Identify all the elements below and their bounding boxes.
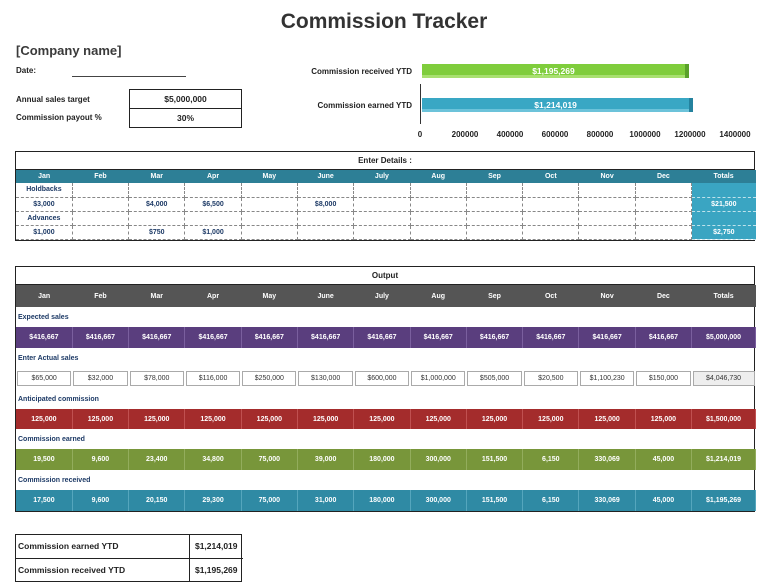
commission-received-section	[16, 470, 756, 490]
enter-details-table	[15, 151, 755, 241]
actual-sales-mar[interactable]: $78,000	[129, 368, 185, 389]
summary-received-value: $1,195,269	[189, 558, 243, 581]
commission-payout-field[interactable]: 30%	[129, 108, 242, 128]
date-label: Date:	[16, 66, 37, 75]
anticipated-commission-apr: 125,000	[185, 409, 241, 429]
total-cell	[692, 211, 756, 225]
month-header-aug: Aug	[410, 170, 466, 183]
expected-sales-apr: $416,667	[185, 327, 241, 348]
commission-received-label: Commission received	[18, 476, 91, 484]
month-header-jan: Jan	[16, 285, 72, 307]
output-header-row	[16, 285, 756, 307]
x-tick-label: 800000	[586, 130, 614, 139]
company-name[interactable]: [Company name]	[16, 43, 122, 58]
anticipated-commission-sep: 125,000	[466, 409, 522, 429]
advances-row-jan[interactable]: $1,000	[16, 225, 72, 239]
expected-sales-mar: $416,667	[129, 327, 185, 348]
commission-earned-section	[16, 429, 756, 449]
anticipated-commission-july: 125,000	[354, 409, 410, 429]
month-header-dec: Dec	[635, 170, 691, 183]
empty-cell[interactable]	[72, 183, 128, 197]
anticipated-commission-may: 125,000	[241, 409, 297, 429]
holdbacks-row-apr[interactable]: $6,500	[185, 197, 241, 211]
expected-sales-june: $416,667	[297, 327, 353, 348]
actual-sales-jan[interactable]: $65,000	[16, 368, 72, 389]
x-tick-label: 400000	[496, 130, 524, 139]
empty-cell[interactable]	[297, 211, 353, 225]
empty-cell[interactable]	[297, 183, 353, 197]
month-header-apr: Apr	[185, 170, 241, 183]
empty-cell[interactable]	[579, 183, 635, 197]
commission-earned-sep: 151,500	[466, 449, 522, 470]
x-tick-label: 1200000	[674, 130, 706, 139]
commission-earned-jan: 19,500	[16, 449, 72, 470]
x-tick-label: 600000	[541, 130, 569, 139]
holdbacks-row-mar[interactable]: $4,000	[129, 197, 185, 211]
anticipated-commission-total: $1,500,000	[692, 409, 756, 429]
empty-cell[interactable]	[523, 183, 579, 197]
holdbacks-row-july[interactable]	[354, 197, 410, 211]
empty-cell[interactable]	[354, 183, 410, 197]
commission-received-jan: 17,500	[16, 490, 72, 511]
month-header-july: July	[354, 285, 410, 307]
x-tick-label: 200000	[451, 130, 479, 139]
commission-received-mar: 20,150	[129, 490, 185, 511]
actual-sales-sep[interactable]: $505,000	[466, 368, 522, 389]
commission-earned-total: $1,214,019	[692, 449, 756, 470]
expected-sales-nov: $416,667	[579, 327, 635, 348]
commission-earned-apr: 34,800	[185, 449, 241, 470]
expected-sales-total: $5,000,000	[692, 327, 756, 348]
commission-received-feb: 9,600	[72, 490, 128, 511]
bar-received: $1,195,269	[422, 64, 689, 78]
empty-cell[interactable]	[635, 183, 691, 197]
anticipated-commission-mar: 125,000	[129, 409, 185, 429]
expected-sales-aug: $416,667	[410, 327, 466, 348]
commission-earned-feb: 9,600	[72, 449, 128, 470]
anticipated-commission-dec: 125,000	[635, 409, 691, 429]
actual-sales-june[interactable]: $130,000	[297, 368, 353, 389]
holdbacks-row-nov[interactable]	[579, 197, 635, 211]
advances-row-may[interactable]	[241, 225, 297, 239]
commission-received-july: 180,000	[354, 490, 410, 511]
totals-header: Totals	[692, 170, 756, 183]
holdbacks-row-dec[interactable]	[635, 197, 691, 211]
anticipated-commission-feb: 125,000	[72, 409, 128, 429]
advances-row-feb[interactable]	[72, 225, 128, 239]
expected-sales-may: $416,667	[241, 327, 297, 348]
commission-earned-mar: 23,400	[129, 449, 185, 470]
actual-sales-row	[16, 368, 756, 389]
commission-received-nov: 330,069	[579, 490, 635, 511]
expected-sales-sep: $416,667	[466, 327, 522, 348]
actual-sales-july[interactable]: $600,000	[354, 368, 410, 389]
expected-sales-july: $416,667	[354, 327, 410, 348]
holdbacks-row-oct[interactable]	[523, 197, 579, 211]
advances-row-aug[interactable]	[410, 225, 466, 239]
empty-cell[interactable]	[466, 183, 522, 197]
actual-sales-total: $4,046,730	[692, 368, 756, 389]
month-header-mar: Mar	[129, 285, 185, 307]
commission-earned-oct: 6,150	[523, 449, 579, 470]
x-tick-label: 1400000	[719, 130, 751, 139]
commission-received-total: $1,195,269	[692, 490, 756, 511]
advances-row	[16, 225, 756, 239]
enter-details-title: Enter Details :	[16, 152, 754, 170]
commission-received-may: 75,000	[241, 490, 297, 511]
month-header-feb: Feb	[72, 285, 128, 307]
month-header-dec: Dec	[635, 285, 691, 307]
commission-earned-june: 39,000	[297, 449, 353, 470]
advances-row-oct[interactable]	[523, 225, 579, 239]
page-title: Commission Tracker	[280, 10, 488, 33]
advances-row-sep[interactable]	[466, 225, 522, 239]
empty-cell[interactable]	[241, 211, 297, 225]
ytd-bar-chart	[0, 0, 768, 150]
actual-sales-dec[interactable]: $150,000	[635, 368, 691, 389]
month-header-aug: Aug	[410, 285, 466, 307]
advances-row-july[interactable]	[354, 225, 410, 239]
holdbacks-row-total: $21,500	[692, 197, 756, 211]
month-header-oct: Oct	[523, 285, 579, 307]
expected-sales-jan: $416,667	[16, 327, 72, 348]
commission-earned-dec: 45,000	[635, 449, 691, 470]
totals-header: Totals	[692, 285, 756, 307]
month-header-sep: Sep	[466, 285, 522, 307]
commission-earned-row	[16, 449, 756, 470]
holdbacks-row-june[interactable]: $8,000	[297, 197, 353, 211]
actual-sales-nov[interactable]: $1,100,230	[579, 368, 635, 389]
anticipated-commission-june: 125,000	[297, 409, 353, 429]
actual-sales-may[interactable]: $250,000	[241, 368, 297, 389]
commission-received-aug: 300,000	[410, 490, 466, 511]
holdbacks-row-feb[interactable]	[72, 197, 128, 211]
month-header-mar: Mar	[129, 170, 185, 183]
advances-row-dec[interactable]	[635, 225, 691, 239]
month-header-jan: Jan	[16, 170, 72, 183]
x-tick-label: 1000000	[629, 130, 661, 139]
chart-y-axis	[420, 84, 421, 124]
anticipated-commission-nov: 125,000	[579, 409, 635, 429]
expected-sales-dec: $416,667	[635, 327, 691, 348]
total-cell	[692, 183, 756, 197]
month-header-oct: Oct	[523, 170, 579, 183]
details-header-row	[16, 170, 756, 183]
x-tick-label: 0	[417, 130, 423, 139]
empty-cell[interactable]	[410, 183, 466, 197]
output-table	[15, 266, 755, 512]
expected-sales-oct: $416,667	[523, 327, 579, 348]
bar-category-label: Commission received YTD	[311, 67, 412, 76]
holdbacks-row	[16, 197, 756, 211]
commission-received-sep: 151,500	[466, 490, 522, 511]
anticipated-commission-label: Anticipated commission	[18, 395, 99, 403]
month-header-may: May	[241, 285, 297, 307]
anticipated-commission-row	[16, 409, 756, 429]
actual-sales-oct[interactable]: $20,500	[523, 368, 579, 389]
anticipated-commission-jan: 125,000	[16, 409, 72, 429]
empty-cell[interactable]	[579, 211, 635, 225]
holdbacks-row-jan[interactable]: $3,000	[16, 197, 72, 211]
commission-payout-label: Commission payout %	[16, 113, 102, 122]
empty-cell[interactable]	[185, 211, 241, 225]
bar-earned: $1,214,019	[422, 98, 693, 112]
commission-earned-aug: 300,000	[410, 449, 466, 470]
ytd-summary-table	[15, 534, 242, 582]
actual-sales-apr[interactable]: $116,000	[185, 368, 241, 389]
bar-category-label: Commission earned YTD	[317, 101, 412, 110]
advances-row-mar[interactable]: $750	[129, 225, 185, 239]
empty-cell[interactable]	[354, 211, 410, 225]
commission-received-apr: 29,300	[185, 490, 241, 511]
empty-cell[interactable]	[523, 211, 579, 225]
commission-received-row	[16, 490, 756, 511]
month-header-sep: Sep	[466, 170, 522, 183]
advances-row-june[interactable]	[297, 225, 353, 239]
holdbacks-label: Holdbacks	[16, 183, 72, 197]
month-header-june: June	[297, 170, 353, 183]
month-header-nov: Nov	[579, 170, 635, 183]
empty-cell[interactable]	[466, 211, 522, 225]
month-header-feb: Feb	[72, 170, 128, 183]
commission-earned-july: 180,000	[354, 449, 410, 470]
expected-sales-feb: $416,667	[72, 327, 128, 348]
annual-sales-target-label: Annual sales target	[16, 95, 90, 104]
commission-received-dec: 45,000	[635, 490, 691, 511]
summary-earned-label: Commission earned YTD	[16, 535, 189, 558]
empty-cell[interactable]	[129, 211, 185, 225]
expected-sales-section	[16, 307, 756, 327]
month-header-july: July	[354, 170, 410, 183]
expected-sales-label: Expected sales	[18, 313, 69, 321]
summary-earned-value: $1,214,019	[189, 535, 243, 558]
month-header-apr: Apr	[185, 285, 241, 307]
output-title: Output	[16, 267, 754, 285]
empty-cell[interactable]	[72, 211, 128, 225]
actual-sales-aug[interactable]: $1,000,000	[410, 368, 466, 389]
holdbacks-row-may[interactable]	[241, 197, 297, 211]
holdbacks	[16, 183, 756, 197]
commission-received-oct: 6,150	[523, 490, 579, 511]
month-header-nov: Nov	[579, 285, 635, 307]
anticipated-commission-aug: 125,000	[410, 409, 466, 429]
advances-label: Advances	[16, 211, 72, 225]
actual-sales-label: Enter Actual sales	[18, 354, 79, 362]
annual-sales-target-field[interactable]: $5,000,000	[129, 89, 242, 109]
commission-earned-may: 75,000	[241, 449, 297, 470]
summary-received-label: Commission received YTD	[18, 564, 126, 575]
expected-sales-row	[16, 327, 756, 348]
holdbacks-row-aug[interactable]	[410, 197, 466, 211]
empty-cell[interactable]	[185, 183, 241, 197]
commission-received-june: 31,000	[297, 490, 353, 511]
actual-sales-section	[16, 348, 756, 368]
actual-sales-feb[interactable]: $32,000	[72, 368, 128, 389]
month-header-june: June	[297, 285, 353, 307]
empty-cell[interactable]	[129, 183, 185, 197]
empty-cell[interactable]	[635, 211, 691, 225]
anticipated-commission-section	[16, 389, 756, 409]
advances-row-nov[interactable]	[579, 225, 635, 239]
anticipated-commission-oct: 125,000	[523, 409, 579, 429]
empty-cell[interactable]	[241, 183, 297, 197]
advances	[16, 211, 756, 225]
commission-earned-label: Commission earned	[18, 435, 85, 443]
empty-cell[interactable]	[410, 211, 466, 225]
holdbacks-row-sep[interactable]	[466, 197, 522, 211]
advances-row-apr[interactable]: $1,000	[185, 225, 241, 239]
month-header-may: May	[241, 170, 297, 183]
advances-row-total: $2,750	[692, 225, 756, 239]
commission-earned-nov: 330,069	[579, 449, 635, 470]
